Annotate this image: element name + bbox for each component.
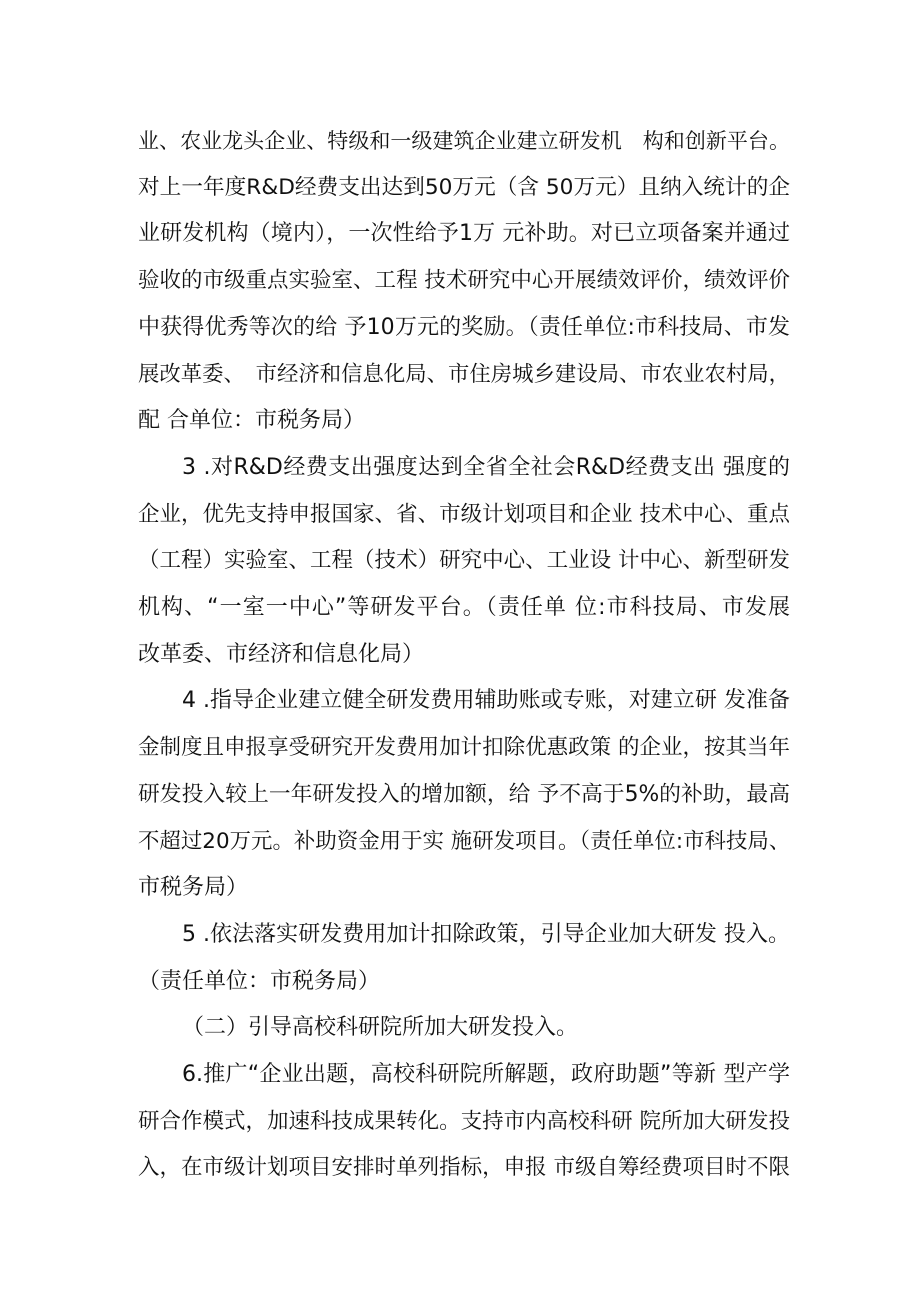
- text-line: 研发投入较上一年研发投入的增加额，给 予不高于5%的补助，最高: [138, 781, 790, 807]
- text-line: 改革委、市经济和信息化局）: [138, 641, 425, 667]
- text-line: 验收的市级重点实验室、工程 技术研究中心开展绩效评价，绩效评价: [138, 268, 790, 294]
- text-line: 对上一年度R&D经费支出达到50万元（含 50万元）且纳入统计的企: [138, 174, 791, 200]
- text-line: 入，在市级计划项目安排时单列指标，申报 市级自筹经费项目时不限: [138, 1155, 790, 1181]
- text-line: 业研发机构（境内），一次性给予1万 元补助。对已立项备案并通过: [138, 221, 790, 247]
- text-line: 4 .指导企业建立健全研发费用辅助账或专账，对建立研 发准备: [182, 688, 790, 714]
- paragraph-item-5: [138, 912, 790, 1005]
- text-line: 6.推广“企业出题，高校科研院所解题，政府助题”等新 型产学: [182, 1062, 790, 1088]
- text-line: （工程）实验室、工程（技术）研究中心、工业设 计中心、新型研发: [138, 548, 790, 574]
- text-line: 研合作模式，加速科技成果转化。支持市内高校科研 院所加大研发投: [138, 1108, 790, 1134]
- heading-line: （二）引导高校科研院所加大研发投入。: [182, 1015, 579, 1041]
- text-line: 中获得优秀等次的给 予10万元的奖励。（责任单位:市科技局、市发: [138, 314, 790, 340]
- section-heading-universities: [138, 1005, 790, 1052]
- text-line: 金制度且申报享受研究开发费用加计扣除优惠政策 的企业，按其当年: [138, 735, 790, 761]
- paragraph-rd-platform-subsidy: [138, 118, 790, 445]
- text-line: 不超过20万元。补助资金用于实 施研发项目。（责任单位:市科技局、: [138, 828, 791, 854]
- document-body: [138, 118, 790, 1192]
- text-line: 企业，优先支持申报国家、省、市级计划项目和企业 技术中心、重点: [138, 501, 790, 527]
- paragraph-item-6: [138, 1052, 790, 1192]
- text-line: 市税务局）: [138, 875, 249, 901]
- text-line: （责任单位：市税务局）: [138, 968, 381, 994]
- paragraph-item-3: [138, 445, 790, 679]
- text-line: 3 .对R&D经费支出强度达到全省全社会R&D经费支出 强度的: [182, 454, 790, 480]
- paragraph-item-4: [138, 678, 790, 912]
- text-line: 5 .依法落实研发费用加计扣除政策，引导企业加大研发 投入。: [182, 921, 790, 947]
- text-line: 机构、“一室一中心”等研发平台。（责任单 位:市科技局、市发展: [138, 595, 790, 621]
- text-line: 配 合单位：市税务局）: [138, 408, 365, 434]
- text-line: 业、农业龙头企业、特级和一级建筑企业建立研发机 构和创新平台。: [138, 128, 790, 153]
- text-line: 展改革委、 市经济和信息化局、市住房城乡建设局、市农业农村局，: [138, 361, 790, 387]
